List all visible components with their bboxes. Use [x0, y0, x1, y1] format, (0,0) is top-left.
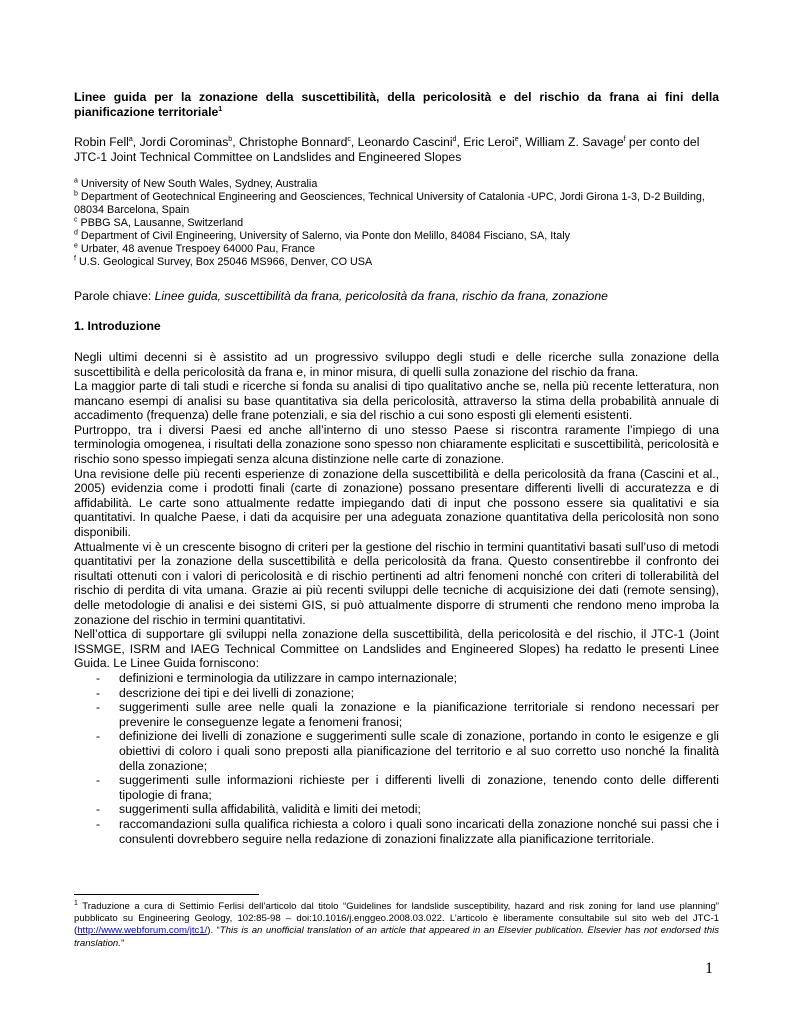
- list-item: [74, 802, 719, 817]
- author-separator: ,: [350, 135, 358, 150]
- list-dash: -: [96, 670, 101, 685]
- title-footnote-mark: 1: [218, 105, 223, 113]
- author-separator: ,: [232, 135, 239, 150]
- author-name: Christophe Bonnard: [238, 135, 348, 150]
- author-name: Robin Fell: [74, 135, 129, 150]
- list-item: [74, 817, 719, 846]
- introduction-body: [74, 350, 719, 846]
- list-item-text: suggerimenti sulle informazioni richieste per i differenti livelli di zonazione, tenendo conto delle differenti tipologie di frana;: [119, 773, 719, 802]
- list-dash: -: [96, 773, 101, 788]
- list-item: [74, 773, 719, 802]
- footnote-text-after: ). “: [207, 925, 220, 937]
- author-list: [74, 135, 719, 164]
- list-item: [74, 729, 719, 773]
- list-item-text: definizioni e terminologia da utilizzare in campo internazionale;: [119, 670, 458, 685]
- footnote-text: Traduzione a cura di Settimio Ferlisi dell’articolo dal titolo “Guidelines for landslide susceptibility, hazard and risk zoning for land use planning” pubblicato su Engineering Geology, 102:85-98 – doi:10.1016/j.enggeo.2008.03.022. L’articolo è liberamente consultabile sul sito web del JTC-1 (: [74, 901, 719, 937]
- affiliation-list: [74, 178, 719, 268]
- keywords-line: [74, 289, 719, 304]
- body-paragraph: Purtroppo, tra i diversi Paesi ed anche all’interno di uno stesso Paese si riscontra raramente l’impiego di una terminologia omogenea, i risultati della zonazione sono spesso non chiaramente esplicitati e suscettibilità, pericolosità e rischio sono spesso impiegati senza alcuna distinzione nelle carte di zonazione.: [74, 422, 719, 467]
- author-name: Eric Leroi: [463, 135, 515, 150]
- author-separator: ,: [456, 135, 464, 150]
- list-dash: -: [96, 816, 101, 831]
- footnote-disclaimer: This is an unofficial translation of an article that appeared in an Elsevier publication. Elsevier has not endorsed this translation.: [74, 925, 719, 949]
- section-heading: 1. Introduzione: [74, 319, 161, 334]
- affiliation-item: [74, 217, 719, 230]
- keywords-text: Linee guida, suscettibilità da frana, pericolosità da frana, rischio da frana, zonazione: [154, 288, 608, 303]
- list-item-text: descrizione dei tipi e dei livelli di zonazione;: [119, 685, 355, 700]
- paper-title: Linee guida per la zonazione della suscettibilità, della pericolosità e del rischio da frana ai fini della pianificazione territoriale$^1$: [74, 90, 719, 119]
- affiliation-text: Urbater, 48 avenue Trespoey 64000 Pau, France: [80, 242, 315, 255]
- list-dash: -: [96, 700, 101, 715]
- list-item-text: definizione dei livelli di zonazione e suggerimenti sulle scale di zonazione, portando in conto le esigenze e gli obiettivi di coloro i quali sono preposti alla pianificazione del territorio e al suo corretto uso nonché la finalità della zonazione;: [119, 729, 719, 773]
- author-affiliation-mark: e: [514, 136, 519, 144]
- list-item: [74, 700, 719, 729]
- list-item: [74, 686, 719, 701]
- affiliation-item: [74, 230, 719, 243]
- list-item-text: suggerimenti sulla affidabilità, validità e limiti dei metodi;: [119, 802, 421, 817]
- list-item-text: raccomandazioni sulla qualifica richiesta a coloro i quali sono incaricati della zonazione nonché sui passi che i consulenti dovrebbero seguire nella redazione di zonazioni finalizzate alla pianificazione territoriale.: [119, 816, 719, 846]
- author-name: Jordi Corominas: [139, 135, 229, 150]
- affiliation-mark: a: [74, 177, 78, 185]
- footnote: [74, 901, 719, 950]
- affiliation-item: [74, 191, 719, 217]
- list-dash: -: [96, 729, 101, 744]
- body-paragraph: La maggior parte di tali studi e ricerche si fonda su analisi di tipo qualitativo anche se, nella più recente letteratura, non mancano esempi di analisi su base quantitativa sia della pericolosità, attraverso la stima della probabilità annuale di accadimento (frequenza) delle frane potenziali, e sia del rischio a cui sono esposti gli elementi esistenti.: [74, 379, 719, 423]
- affiliation-text: PBBG SA, Lausanne, Switzerland: [80, 217, 244, 230]
- footnote-link[interactable]: http://www.webforum.com/jtc1/: [77, 925, 208, 937]
- body-paragraph: Negli ultimi decenni si è assistito ad un progressivo sviluppo degli studi e delle ricerche sulla zonazione della suscettibilità e della pericolosità da frana e, in minor misura, di quelli sulla zonazione del rischio da frana.: [74, 349, 719, 379]
- affiliation-item: [74, 178, 719, 191]
- author-affiliation-mark: d: [452, 136, 457, 144]
- affiliation-mark: e: [74, 242, 78, 250]
- author-separator: ,: [518, 135, 526, 150]
- authors-committee: per conto del JTC-1 Joint Technical Committee on Landslides and Engineered Slopes: [74, 135, 700, 164]
- affiliation-item: [74, 243, 719, 256]
- affiliation-text: Department of Civil Engineering, University of Salerno, via Ponte don Melillo, 84084 Fisciano, SA, Italy: [80, 230, 571, 242]
- affiliation-text: University of New South Wales, Sydney, Australia: [80, 178, 318, 191]
- affiliation-mark: f: [74, 255, 76, 263]
- author-affiliation-mark: b: [228, 136, 233, 144]
- keywords-label: Parole chiave:: [74, 288, 152, 303]
- affiliation-mark: b: [74, 190, 78, 198]
- affiliation-item: [74, 256, 719, 269]
- author-name: William Z. Savage: [525, 135, 624, 150]
- author-separator: ,: [132, 135, 140, 150]
- list-item: [74, 671, 719, 686]
- guideline-list: [74, 671, 719, 846]
- affiliation-text: U.S. Geological Survey, Box 25046 MS966, Denver, CO USA: [78, 255, 373, 268]
- page-number: 1: [705, 960, 713, 977]
- author-affiliation-mark: f: [623, 136, 626, 144]
- author-affiliation-mark: c: [347, 136, 351, 144]
- author-affiliation-mark: a: [128, 136, 133, 144]
- affiliation-mark: c: [74, 216, 78, 224]
- body-paragraph: Una revisione delle più recenti esperienze di zonazione della suscettibilità e della pericolosità da frana (Cascini et al., 2005) evidenzia come i prodotti finali (carte di zonazione) possano presentare differenti livelli di accuratezza e di affidabilità. Le carte sono attualmente redatte impiegando dati di input che possono essere sia qualitativi e sia quantitativi. In qualche Paese, i dati da acquisire per una adeguata zonazione quantitativa della pericolosità non sono disponibili.: [74, 466, 719, 540]
- list-dash: -: [96, 685, 101, 700]
- body-paragraph: Nell’ottica di supportare gli sviluppi nella zonazione della suscettibilità, della pericolosità e del rischio, il JTC-1 (Joint ISSMGE, ISRM and IAEG Technical Committee on Landslides and Engineered Slopes) ha redatto le presenti Linee Guida. Le Linee Guida forniscono:: [74, 627, 719, 671]
- body-paragraph: Attualmente vi è un crescente bisogno di criteri per la gestione del rischio in termini quantitativi basati sull’uso di metodi quantitativi per la zonazione della suscettibilità e della pericolosità da frana. Questo consentirebbe il confronto dei risultati ottenuti con i valori di pericolosità e di rischio pertinenti ad altri fenomeni nonché con criteri di tollerabilità del rischio di perdita di vita umana. Grazie ai più recenti sviluppi delle tecniche di acquisizione dei dati (remote sensing), delle metodologie di analisi e dei sistemi GIS, si può attualmente disporre di strumenti che rendono meno improba la zonazione del rischio in termini quantitativi.: [74, 539, 719, 627]
- document-page: [74, 90, 719, 846]
- affiliation-text: Department of Geotechnical Engineering and Geosciences, Technical University of Catalonia -UPC, Jordi Girona 1-3, D-2 Building, 08034 Barcelona, Spain: [74, 191, 705, 217]
- footnote-separator: [74, 894, 259, 895]
- footnote-closing: ”: [120, 937, 125, 949]
- list-dash: -: [96, 802, 101, 817]
- author-name: Leonardo Cascini: [357, 135, 453, 150]
- affiliation-mark: d: [74, 229, 78, 237]
- list-item-text: suggerimenti sulle aree nelle quali la zonazione e la pianificazione territoriale si rendono necessari per prevenire le conseguenze legate a fenomeni franosi;: [119, 700, 719, 729]
- footnote-mark: 1: [74, 899, 78, 907]
